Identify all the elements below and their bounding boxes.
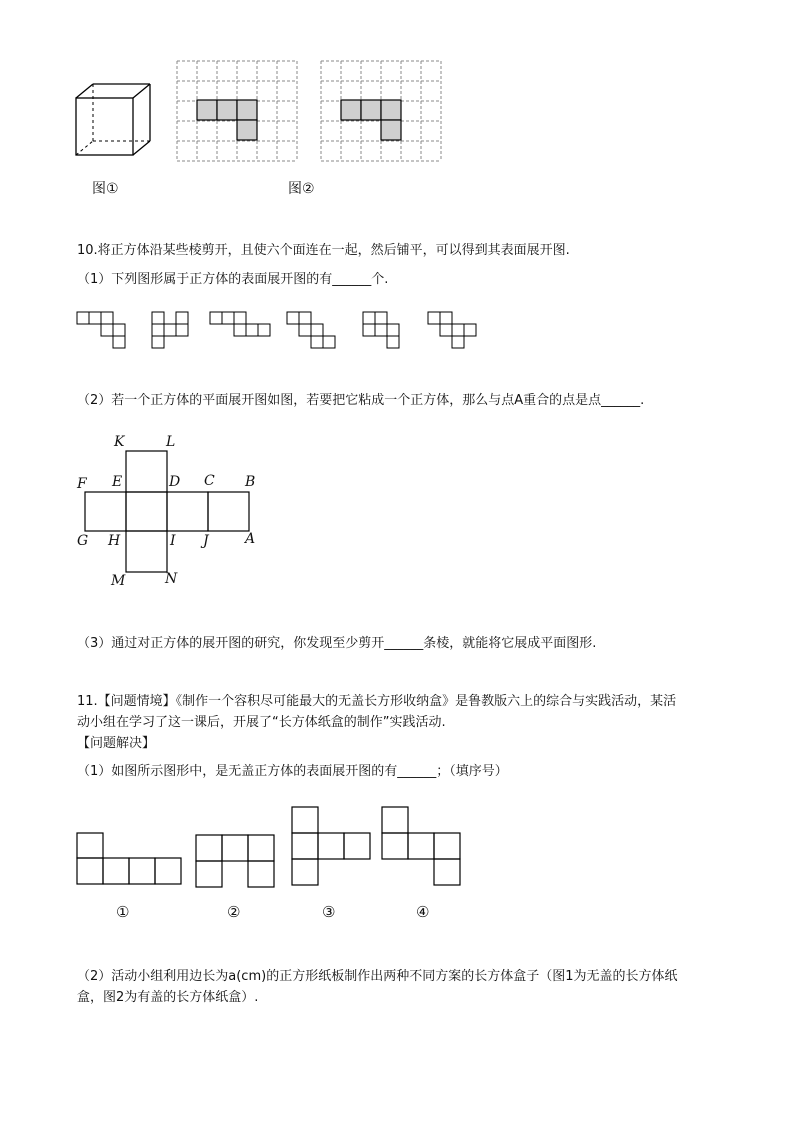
fig2-label: 图② (288, 181, 315, 197)
point-C: C (204, 473, 215, 489)
point-E: E (112, 474, 123, 490)
point-H: H (108, 533, 121, 549)
q11-part2-line2: 盒，图2为有盖的长方体纸盒）. (77, 990, 259, 1005)
point-N: N (165, 571, 178, 587)
point-J: J (203, 533, 209, 549)
option-1-number: ① (116, 903, 130, 921)
option-2-number: ② (227, 903, 241, 921)
option-3-number: ③ (322, 903, 336, 921)
q11-line2: 动小组在学习了这一课后，开展了“长方体纸盒的制作”实践活动. (77, 715, 446, 730)
q10-stem: 10.将正方体沿某些棱剪开，且使六个面连在一起，然后铺平，可以得到其表面展开图. (77, 243, 570, 258)
q10-part3: （3）通过对正方体的展开图的研究，你发现至少剪开______条棱，就能将它展成平面图形. (77, 636, 597, 651)
point-D: D (169, 474, 181, 490)
point-K: K (114, 434, 125, 450)
q10-part1: （1）下列图形属于正方体的表面展开图的有______个. (77, 272, 389, 287)
q10-part2: （2）若一个正方体的平面展开图如图，若要把它粘成一个正方体，那么与点A重合的点是点______. (77, 393, 645, 408)
option-4-number: ④ (416, 903, 430, 921)
point-L: L (166, 434, 176, 450)
point-A: A (245, 531, 256, 547)
point-G: G (77, 533, 89, 549)
point-F: F (77, 476, 87, 492)
q11-line1: 11.【问题情境】《制作一个容积尽可能最大的无盖长方形收纳盒》是鲁教版六上的综合与实践活动，某活 (77, 694, 677, 709)
point-I: I (170, 533, 176, 549)
fig1-label: 图① (92, 181, 119, 197)
q11-part1: （1）如图所示图形中，是无盖正方体的表面展开图的有______；（填序号） (77, 764, 508, 779)
point-B: B (245, 474, 256, 490)
q11-line3: 【问题解决】 (77, 736, 156, 751)
point-M: M (111, 573, 126, 589)
q11-part2-line1: （2）活动小组利用边长为a(cm)的正方形纸板制作出两种不同方案的长方体盒子（图1为无盖的长方体纸 (77, 969, 678, 984)
